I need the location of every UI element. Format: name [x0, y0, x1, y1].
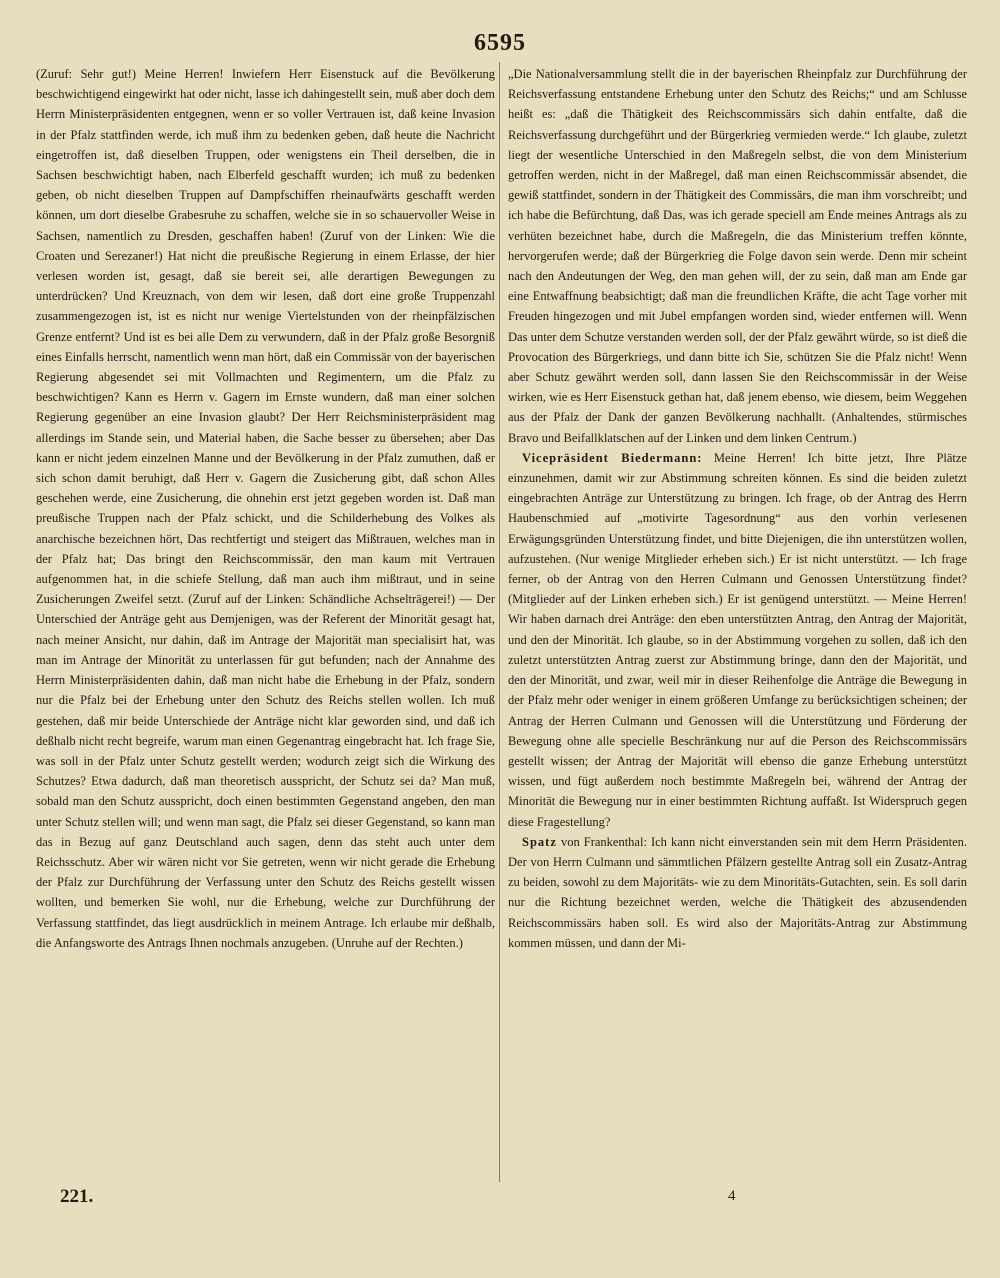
column-divider	[499, 62, 500, 1182]
speaker-name: Spatz	[522, 834, 557, 849]
right-column	[508, 64, 967, 1182]
left-paragraph-1: (Zuruf: Sehr gut!) Meine Herren! Inwiefern Herr Eisenstuck auf die Bevölkerung beschwichtigend eingewirkt hat oder nicht, lasse ich dahingestellt sein, muß aber doch dem Herrn Ministerpräsidenten entgegnen, wenn er so voller Vertrauen ist, daß keine Invasion in der Pfalz stattfinden werde, ich muß ihm zu bedenken geben, daß heute die Nachricht eingetroffen ist, daß dieselben Truppen, oder wenigstens ein Theil derselben, die in Sachsen beschwichtigt haben, nach Elberfeld geschafft wurden; ich muß zu bedenken geben, ob nicht dieselben Truppen auf Dampfschiffen rheinaufwärts geschafft werden können, um dort dieselbe Grabesruhe zu schaffen, welche sie in so schauervoller Weise in Sachsen, namentlich zu Dresden, geschaffen haben! (Zuruf von der Linken: Wie die Croaten und Serezaner!) Hat nicht die preußische Regierung in einem Erlasse, der hier verlesen worden ist, gesagt, daß sie bereit sei, alle derartigen Bewegungen zu unterdrücken? Und Kreuznach, von dem wir lesen, daß dort eine große Truppenzahl zusammengezogen ist, ist es nicht nur wenige Viertelstunden von der rheinpfälzischen Grenze entfernt? Und ist es bei alle Dem zu verwundern, daß in der Pfalz große Besorgniß eines Einfalls herrscht, namentlich wenn man hört, daß ein Commissär von der bayerischen Regierung abgesendet sei mit Vollmachten und Regimentern, um die Pfalz zu beschwichtigen? Kann es Herrn v. Gagern im Ernste wundern, daß man einer solchen Regierung gegenüber an eine Invasion glaubt? Der Herr Reichsministerpräsident mag allerdings im Stande sein, und Material haben, die Sache besser zu übersehen; aber Das kann er nicht jedem einzelnen Manne und der Bevölkerung in der Pfalz zumuthen, daß er sich schon damit beruhigt, daß Herr v. Gagern die Zusicherung gibt, daß schon Alles geschehen werde, eine Zusicherung, die ohnehin erst jetzt gegeben worden ist. Daß man preußische Truppen nach der Pfalz schickt, und die Schilderhebung des Volkes als anarchische bezeichnen hört, Das rechtfertigt und steigert das Mißtrauen, welches man in der Pfalz hat; Das bringt den Reichscommissär, den man kaum mit Vertrauen aufgenommen hat, in die schiefe Stellung, daß man auch ihm mißtraut, und in seine Zusicherungen Zweifel setzt. (Zuruf auf der Linken: Schändliche Achselträgerei!) — Der Unterschied der Anträge geht aus Demjenigen, was der Referent der Minorität gesagt hat, nach meiner Ansicht, nur dahin, daß im Antrage der Majorität man specialisirt hat, was man im Antrage der Minorität zu unterlassen für gut befunden; nach der Annahme des Herrn Ministerpräsidenten dahin, daß man nicht habe die Erhebung in der Pfalz, sondern nur die Pfalz bei der Erhebung unter den Schutz des Reichs stellen wollen. Ich muß gestehen, daß mir beide Unterschiede der Anträge nicht klar geworden sind, und daß ich deßhalb nicht recht begreife, warum man einen Gegenantrag eingebracht hat. Ich frage Sie, was soll in der Pfalz unter Schutz gestellt werden; wodurch zeigt sich die Wirkung des Schutzes? Etwa dadurch, daß man theoretisch ausspricht, der Schutz sei da? Man muß, sobald man den Schutz ausspricht, doch einen bestimmten Gegenstand angeben, den man unter Schutz stellen will; und wenn man sagt, die Pfalz sei dieser Gegenstand, so kann man das in Bezug auf ganz Deutschland auch sagen, denn das steht auch unter dem Reichsschutz. Aber wir wären nicht vor Sie getreten, wenn wir nicht gerade die Erhebung der Pfalz zur Durchführung der Verfassung unter den Schutz des Reichs gestellt wissen wollten, und bemerken Sie wohl, nur die Erhebung, welche zur Durchführung der Verfassung stattfindet, das liegt ausdrücklich in meinem Antrage. Ich erlaube mir deßhalb, die Anfangsworte des Antrags Ihnen nochmals anzugeben. (Unruhe auf der Rechten.)	[36, 67, 495, 950]
page-number: 6595	[474, 30, 526, 56]
speech-text: Meine Herren! Ich bitte jetzt, Ihre Plätze einzunehmen, damit wir zur Abstimmung schreiten können. Es sind die beiden zuletzt eingebrachten Anträge zur Unterstützung zu bringen. Ich frage, ob der Antrag des Herrn Haubenschmied auf „motivirte Tagesordnung“ aus den vorhin verlesenen Erwägungsgründen Unterstützung findet, und bitte Diejenigen, die ihn unterstützen wollen, aufzustehen. (Nur wenige Mitglieder erheben sich.) Er ist nicht unterstützt. — Ich frage ferner, ob der Antrag von den Herren Culmann und Genossen Unterstützung findet? (Mitglieder auf der Linken erheben sich.) Er ist genügend unterstützt. — Meine Herren! Wir haben darnach drei Anträge: den eben unterstützten Antrag, den Antrag der Majorität, und den der Minorität. Ich glaube, so in der Abstimmung vorgehen zu sollen, daß ich den zuletzt unterstützten Antrag zuerst zur Abstimmung bringe, dann den der Majorität, und den der Minorität, und zwar, weil mir in dieser Reihenfolge die Anträge die Bewegung in der Pfalz mehr oder weniger in einem größeren Umfange zu berücksichtigen scheinen; der Antrag der Herren Culmann und Genossen will die Unterstützung und Förderung der Bewegung ohne alle specielle Beschränkung nur auf die Person des Reichscommissärs gestellt wissen; der Antrag der Majorität will ebenso die ganze Erhebung unterstützt wissen, und fügt außerdem noch bestimmte Maßregeln bei, während der Antrag der Minorität die Bewegung nur in einer bestimmten Richtung auffaßt. Ist Widerspruch gegen diese Fragestellung?	[508, 450, 967, 829]
right-paragraph-1: „Die Nationalversammlung stellt die in der bayerischen Rheinpfalz zur Durchführung der Reichsverfassung entstandene Erhebung unter den Schutz des Reichs;“ und am Schlusse heißt es: „daß die Thätigkeit des Reichscommissärs sich dahin entfalte, daß die Reichsverfassung durchgeführt und der Bürgerkrieg vermieden werde.“ Ich glaube, zuletzt liegt der wesentliche Unterschied in den Maßregeln selbst, die von dem Ministerium getroffen werden, nicht in der Maßregel, daß man einen Reichscommissär absendet, die gewiß stattfindet, sondern in der Thätigkeit des Commissärs, die man ihm vorschreibt; und ich habe die Befürchtung, daß Das, was ich gerade speciell am Ende meines Antrags als zu verhüten bezeichnet habe, durch die Maßregeln, die das Ministerium treffen könnte, hervorgerufen werde; daß der Bürgerkrieg die Folge davon sein werde. Denn mir scheint nach den Andeutungen der Weg, den man gehen will, der zu sein, daß man am Ende gar eine Entwaffnung beabsichtigt; daß man die freundlichen Kräfte, die acht Tage vorher mit Freuden hingezogen und mit Jubel empfangen worden sind, wieder entfernen will. Wenn Das unter dem Schutze verstanden werden soll, der der Pfalz gewährt würde, so ist dieß die Provocation des Bürgerkriegs, und dann bitte ich Sie, schützen Sie die Pfalz nicht! Wenn aber Schutz gewährt werden soll, dann lassen Sie den Reichscommissär in der Weise wirken, wie es Herr Eisenstuck gethan hat, daß jenem ebenso, wie diesem, beim Weggehen aus der Pfalz der Dank der ganzen Bevölkerung nachhallt. (Anhaltendes, stürmisches Bravo und Beifallklatschen auf der Linken und dem linken Centrum.)	[508, 67, 967, 445]
speech-text: von Frankenthal: Ich kann nicht einverstanden sein mit dem Herrn Präsidenten. Der von Herrn Culmann und sämmtlichen Pfälzern gestellte Antrag soll ein Zusatz-Antrag zu beiden, sowohl zu dem Majoritäts- wie zu dem Minoritäts-Gutachten, sein. Es soll darin nur die Richtung bezeichnet werden, welche die Thätigkeit des abzusendenden Reichscommissärs haben soll. Es wird also der Majoritäts-Antrag zur Abstimmung kommen müssen, und dann der Mi-	[508, 834, 967, 950]
signature-mark: 221.	[60, 1186, 94, 1207]
left-column	[36, 64, 495, 1182]
sheet-number: 4	[728, 1188, 736, 1204]
right-paragraph-3	[508, 832, 967, 953]
right-paragraph-2	[508, 448, 967, 832]
speaker-name: Vicepräsident Biedermann:	[522, 450, 703, 465]
